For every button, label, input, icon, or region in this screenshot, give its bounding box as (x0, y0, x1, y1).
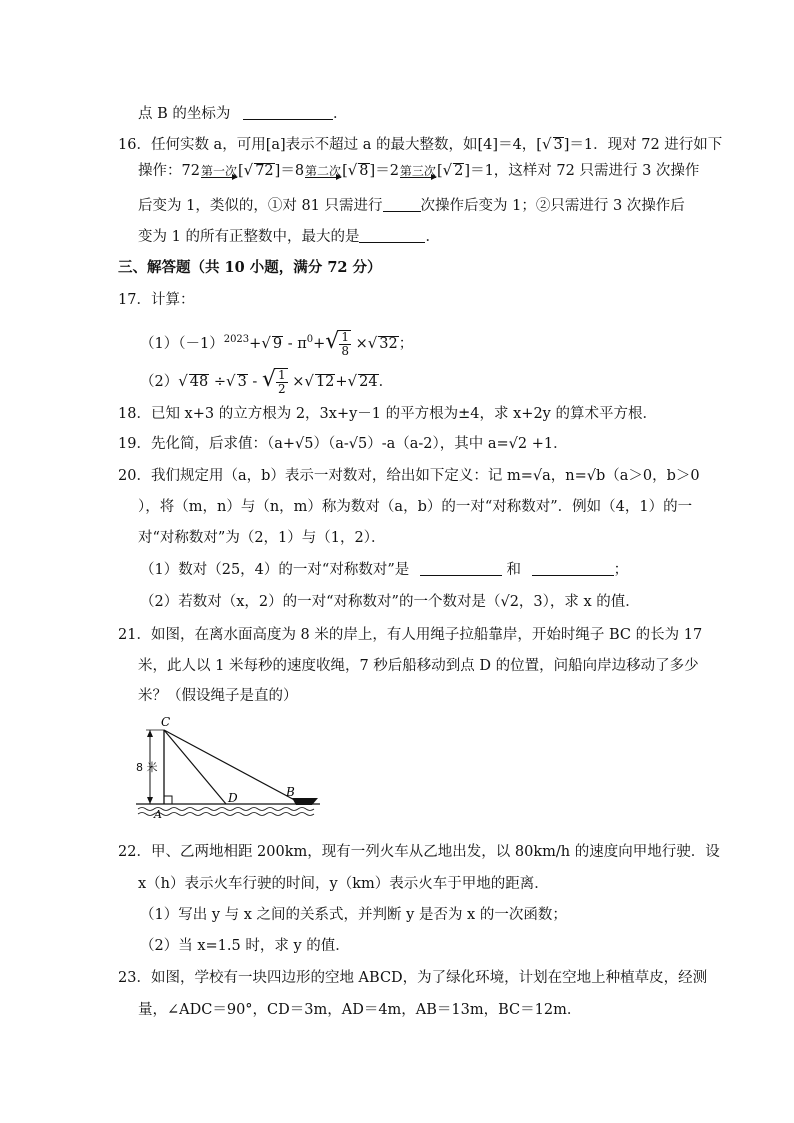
answer-blank (420, 561, 502, 576)
q15-tail: 点 B 的坐标为 ． (138, 106, 348, 122)
q16-line4: 变为 1 的所有正整数中，最大的是 ． (138, 229, 440, 245)
boat-rope-figure (130, 714, 330, 824)
q16-line3: 后变为 1，类似的，①对 81 只需进行 次操作后变为 1；②只需进行 3 次操作后 (138, 198, 685, 214)
label-c: C (161, 715, 171, 729)
section-heading: 三、解答题（共 10 小题，满分 72 分） (118, 259, 382, 276)
label-a: A (154, 808, 162, 821)
q22-line2: x（h）表示火车行驶的时间，y（km）表示火车于甲地的距离． (138, 876, 549, 892)
q17-part2: （2）√ 48 ÷√ 3 - √ $\frac{1}{2}$ ×√ 12+√ 24． (140, 367, 394, 396)
label-b: B (286, 785, 295, 799)
q21-line1: 21．如图，在离水面高度为 8 米的岸上，有人用绳子拉船靠岸，开始时绳子 BC 的长为 17 (118, 627, 703, 643)
q20-part1: （1）数对（25，4）的一对“对称数对”是 和 ； (140, 562, 629, 578)
q17-title: 17．计算： (118, 292, 195, 308)
q22-line1: 22．甲、乙两地相距 200km，现有一列火车从乙地出发，以 80km/h 的速度向甲地行驶．设 (118, 844, 720, 860)
q23-line1: 23．如图，学校有一块四边形的空地 ABCD，为了绿化环境，计划在空地上种植草皮，经测 (118, 970, 708, 986)
q17-part1: $(1)(-1)^{2023}+√$ $9 - \pi^0+√$ $\frac{1}{8}$ ×√ 32； (140, 328, 414, 358)
q20-line2: ），将（m，n）与（n，m）称为数对（a，b）的一对“对称数对”．例如（4，1）的一 (138, 499, 693, 515)
q23-line2: 量，∠ADC＝90°，CD＝3m，AD＝4m，AB＝13m，BC＝12m． (138, 1002, 582, 1018)
q16-line2: 操作：72 第一次 [√ 72]＝8 第二次 [√ 8]＝2 第三次 [√ 2]＝1，这样对 72 只需进行 3 次操作 (138, 160, 699, 182)
q20-line1: 20．我们规定用（a，b）表示一对数对，给出如下定义：记 m=√a，n=√b（a＞0，b＞0 (118, 468, 700, 484)
q19: 19．先化简，后求值：（a+√5）（a-√5）-a（a-2），其中 a=√2 +1． (118, 436, 568, 452)
label-d: D (228, 791, 238, 805)
q16-line1: 16．任何实数 a，可用[a]表示不超过 a 的最大整数，如[4]＝4，[√ 3]＝1．现对 72 进行如下 (118, 135, 723, 153)
q21-line2: 米，此人以 1 米每秒的速度收绳，7 秒后船移动到点 D 的位置，问船向岸边移动了多少 (138, 658, 699, 674)
answer-blank (383, 197, 421, 212)
q20-line3: 对“对称数对”为（2，1）与（1，2）． (138, 530, 386, 546)
q20-part2: （2）若数对（x，2）的一对“对称数对”的一个数对是（√2，3），求 x 的值． (140, 594, 640, 610)
answer-blank (243, 105, 333, 120)
rope-cd (164, 730, 226, 804)
q18: 18．已知 x+3 的立方根为 2，3x+y－1 的平方根为±4，求 x+2y 的算术平方根． (118, 406, 657, 422)
answer-blank (359, 228, 425, 243)
right-angle-mark (164, 796, 172, 804)
height-label: 8 米 (136, 761, 158, 774)
answer-blank (532, 561, 614, 576)
q22-part2: （2）当 x=1.5 时，求 y 的值． (140, 938, 350, 954)
q22-part1: （1）写出 y 与 x 之间的关系式，并判断 y 是否为 x 的一次函数； (140, 907, 567, 923)
q21-line3: 米？（假设绳子是直的） (138, 688, 298, 704)
